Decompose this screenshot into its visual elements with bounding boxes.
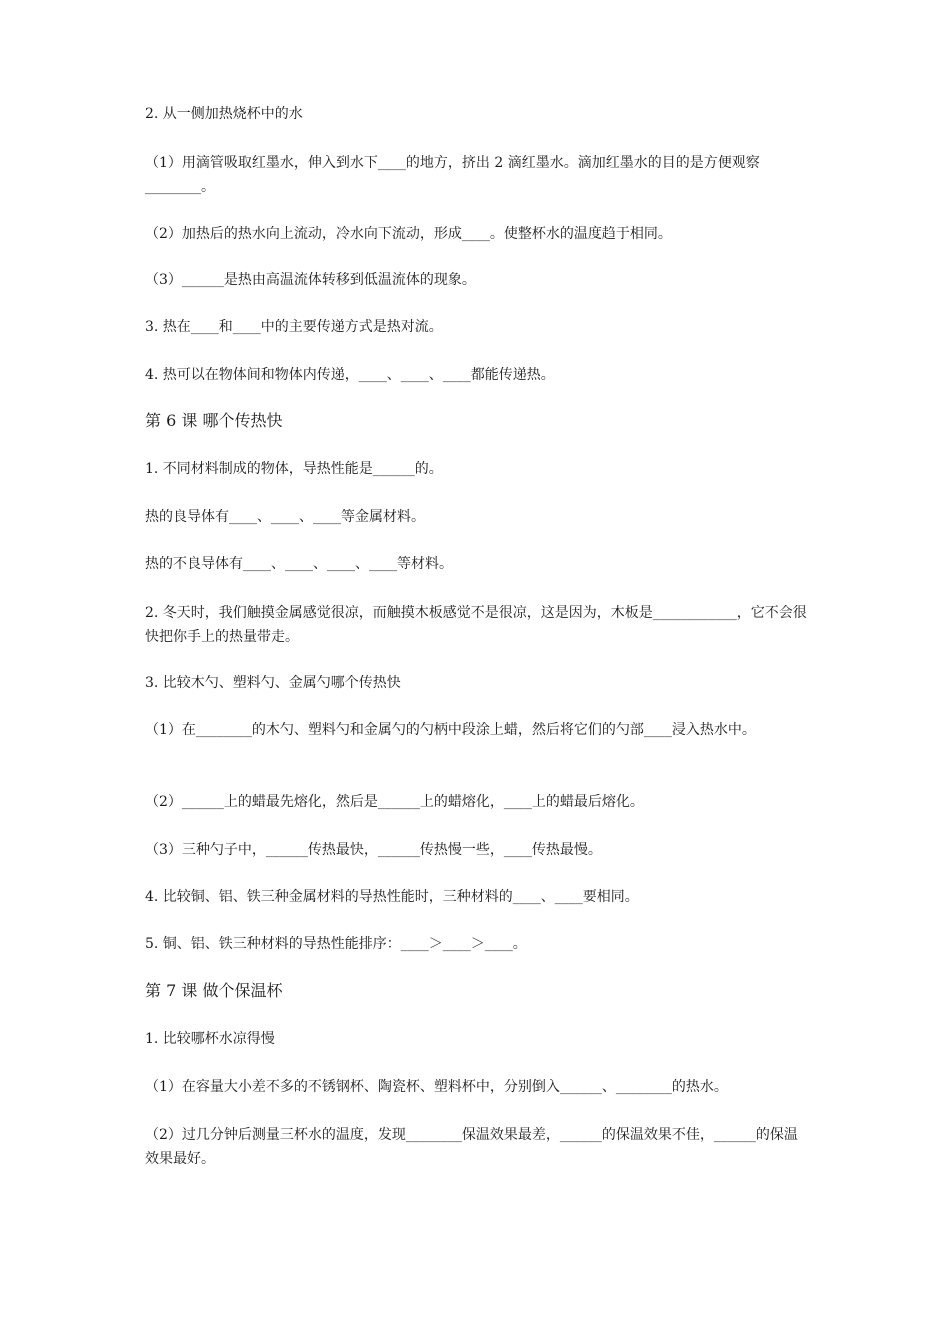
lesson-7-item-1-title: 1. 比较哪杯水凉得慢 (145, 1031, 275, 1047)
poor-conductors-line: 热的不良导体有____、____、____、____等材料。 (145, 556, 453, 572)
lesson-6-item-1: 1. 不同材料制成的物体，导热性能是______的。 (145, 461, 443, 477)
good-conductors-line: 热的良导体有____、____、____等金属材料。 (145, 509, 425, 525)
lesson-6-item-3-title: 3. 比较木勺、塑料勺、金属勺哪个传热快 (145, 675, 401, 691)
lesson-6-item-2: 2. 冬天时，我们触摸金属感觉很凉，而触摸木板感觉不是很凉，这是因为，木板是____________，它不会很快把你手上的热量带走。 (145, 605, 807, 645)
lesson-6-item-3-step-3: （3）三种勺子中，______传热最快，______传热慢一些，____传热最慢。 (145, 842, 602, 858)
lesson-7-heading: 第 7 课 做个保温杯 (145, 981, 283, 1000)
item-2-step-3: （3）______是热由高温流体转移到低温流体的现象。 (145, 272, 476, 288)
lesson-6-heading: 第 6 课 哪个传热快 (145, 411, 283, 430)
lesson-6-item-4: 4. 比较铜、铝、铁三种金属材料的导热性能时，三种材料的____、____要相同。 (145, 889, 639, 905)
item-4: 4. 热可以在物体间和物体内传递，____、____、____都能传递热。 (145, 367, 555, 383)
item-3: 3. 热在____和____中的主要传递方式是热对流。 (145, 319, 443, 335)
item-2-step-1: （1）用滴管吸取红墨水，伸入到水下____的地方，挤出 2 滴红墨水。滴加红墨水的目的是方便观察________。 (145, 155, 760, 195)
lesson-7-item-1-step-1: （1）在容量大小差不多的不锈钢杯、陶瓷杯、塑料杯中，分别倒入______、________的热水。 (145, 1079, 728, 1095)
lesson-6-item-5: 5. 铜、铝、铁三种材料的导热性能排序：____＞____＞____。 (145, 936, 527, 952)
lesson-6-item-3-step-2: （2）______上的蜡最先熔化，然后是______上的蜡熔化，____上的蜡最后熔化。 (145, 794, 644, 810)
lesson-6-item-3-step-1: （1）在________的木勺、塑料勺和金属勺的勺柄中段涂上蜡，然后将它们的勺部____浸入热水中。 (145, 722, 756, 738)
lesson-7-item-1-step-2: （2）过几分钟后测量三杯水的温度，发现________保温效果最差，______的保温效果不佳，______的保温效果最好。 (145, 1127, 798, 1167)
item-2-step-2: （2）加热后的热水向上流动，冷水向下流动，形成____。使整杯水的温度趋于相同。 (145, 226, 672, 242)
item-2-title: 2. 从一侧加热烧杯中的水 (145, 106, 303, 122)
